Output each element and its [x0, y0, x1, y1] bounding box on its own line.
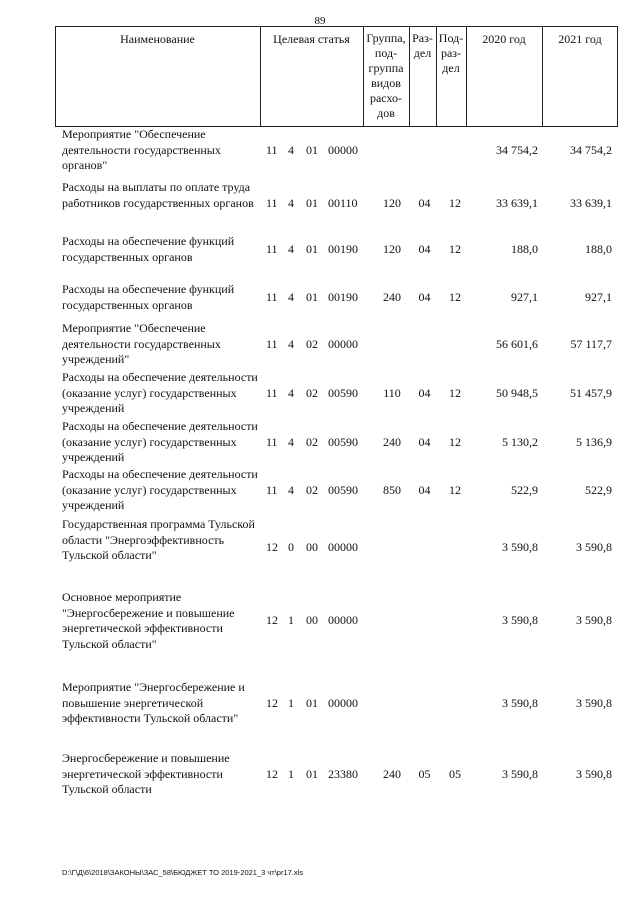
cell-y2021: 188,0 [585, 241, 612, 256]
cell-subsection: 12 [449, 434, 461, 449]
cell-t1: 12 [266, 540, 278, 555]
table-header [55, 26, 618, 127]
footer-file-path: D:\Г\Д\6\2018\ЗАКОНЫ\ЗАС_58\БЮДЖЕТ ТО 2019-2021_3 чт\pr17.xls [62, 868, 304, 877]
cell-t4: 00000 [328, 540, 358, 555]
cell-group: 110 [383, 385, 401, 400]
cell-t2: 1 [288, 695, 294, 710]
table-row [62, 590, 622, 652]
cell-y2021: 33 639,1 [570, 195, 612, 210]
cell-t3: 00 [306, 613, 318, 628]
row-name: Мероприятие "Энергосбережение и повышение энергетической эффективности Тульской области" [62, 680, 245, 725]
cell-section: 04 [418, 241, 431, 256]
cell-y2021: 3 590,8 [576, 766, 612, 781]
row-name: Расходы на обеспечение деятельности (оказание услуг) государственных учреждений [62, 467, 258, 512]
cell-t3: 01 [306, 241, 318, 256]
cell-section: 05 [418, 766, 431, 781]
cell-t4: 00590 [328, 482, 358, 497]
cell-t3: 02 [306, 385, 318, 400]
cell-t3: 01 [306, 289, 318, 304]
cell-t1: 11 [266, 385, 278, 400]
cell-t3: 01 [306, 695, 318, 710]
row-name: Основное мероприятие "Энергосбережение и повышение энергетической эффективности Тульской области" [62, 590, 235, 651]
table-row [62, 321, 622, 368]
cell-t1: 11 [266, 434, 278, 449]
cell-y2020: 5 130,2 [502, 434, 538, 449]
header-name: Наименование [120, 32, 195, 46]
cell-y2020: 3 590,8 [502, 540, 538, 555]
table-row [62, 282, 622, 313]
cell-t3: 02 [306, 482, 318, 497]
cell-t2: 4 [288, 289, 294, 304]
cell-group: 240 [383, 289, 401, 304]
cell-t4: 23380 [328, 766, 358, 781]
cell-section: 04 [418, 434, 431, 449]
cell-y2021: 927,1 [585, 289, 612, 304]
cell-y2020: 34 754,2 [496, 142, 538, 157]
cell-subsection: 12 [449, 289, 461, 304]
cell-y2020: 522,9 [511, 482, 538, 497]
cell-t4: 00590 [328, 385, 358, 400]
table-row [62, 680, 622, 727]
cell-y2021: 51 457,9 [570, 385, 612, 400]
cell-t2: 4 [288, 385, 294, 400]
cell-subsection: 12 [449, 195, 461, 210]
cell-subsection: 05 [449, 766, 461, 781]
page-number: 89 [314, 15, 326, 27]
cell-t2: 1 [288, 766, 294, 781]
header-2021: 2021 год [558, 32, 602, 46]
row-name: Мероприятие "Обеспечение деятельности государственных учреждений" [62, 321, 221, 366]
cell-section: 04 [418, 195, 431, 210]
table-row [62, 751, 622, 798]
row-name: Расходы на обеспечение деятельности (оказание услуг) государственных учреждений [62, 370, 258, 415]
table-row [62, 517, 622, 579]
cell-t3: 02 [306, 434, 318, 449]
cell-t1: 12 [266, 695, 278, 710]
table-row [62, 180, 622, 227]
row-name: Государственная программа Тульской области "Энергоэффективность Тульской области" [62, 517, 255, 562]
cell-group: 850 [383, 482, 401, 497]
table-row [62, 419, 622, 466]
cell-subsection: 12 [449, 241, 461, 256]
cell-t4: 00110 [328, 195, 358, 210]
header-target: Целевая статья [273, 32, 350, 46]
cell-y2021: 3 590,8 [576, 695, 612, 710]
cell-y2020: 33 639,1 [496, 195, 538, 210]
cell-y2021: 3 590,8 [576, 613, 612, 628]
cell-y2021: 5 136,9 [576, 434, 612, 449]
cell-group: 240 [383, 766, 401, 781]
cell-t3: 01 [306, 142, 318, 157]
row-name: Расходы на выплаты по оплате труда работников государственных органов [62, 180, 254, 210]
cell-t1: 11 [266, 336, 278, 351]
cell-t2: 4 [288, 195, 294, 210]
cell-y2020: 3 590,8 [502, 695, 538, 710]
header-section: Раз- дел [412, 31, 433, 60]
cell-t2: 0 [288, 540, 294, 555]
cell-t3: 00 [306, 540, 318, 555]
row-name: Энергосбережение и повышение энергетической эффективности Тульской области [62, 751, 230, 796]
cell-t4: 00000 [328, 336, 358, 351]
cell-t1: 11 [266, 142, 278, 157]
cell-t1: 11 [266, 241, 278, 256]
cell-t2: 1 [288, 613, 294, 628]
cell-y2020: 50 948,5 [496, 385, 538, 400]
row-name: Мероприятие "Обеспечение деятельности государственных органов" [62, 127, 221, 172]
cell-subsection: 12 [449, 385, 461, 400]
cell-section: 04 [418, 289, 431, 304]
cell-section: 04 [418, 482, 431, 497]
cell-t1: 12 [266, 766, 278, 781]
cell-group: 120 [383, 195, 401, 210]
cell-t4: 00590 [328, 434, 358, 449]
cell-group: 240 [383, 434, 401, 449]
cell-section: 04 [418, 385, 431, 400]
cell-t1: 11 [266, 289, 278, 304]
table-row [62, 370, 622, 417]
cell-t1: 11 [266, 482, 278, 497]
cell-t2: 4 [288, 336, 294, 351]
cell-t1: 12 [266, 613, 278, 628]
cell-t2: 4 [288, 142, 294, 157]
cell-y2021: 34 754,2 [570, 142, 612, 157]
header-2020: 2020 год [482, 32, 526, 46]
cell-y2020: 56 601,6 [496, 336, 538, 351]
cell-y2021: 3 590,8 [576, 540, 612, 555]
cell-t4: 00190 [328, 289, 358, 304]
cell-subsection: 12 [449, 482, 461, 497]
cell-y2021: 57 117,7 [570, 336, 612, 351]
cell-y2020: 927,1 [511, 289, 538, 304]
cell-group: 120 [383, 241, 401, 256]
table-row [62, 127, 622, 174]
table-row [62, 467, 622, 514]
row-name: Расходы на обеспечение деятельности (оказание услуг) государственных учреждений [62, 419, 258, 464]
cell-t4: 00000 [328, 695, 358, 710]
cell-t2: 4 [288, 482, 294, 497]
cell-y2020: 3 590,8 [502, 766, 538, 781]
header-group: Группа, под- группа видов расхо- дов [366, 31, 406, 120]
cell-y2020: 3 590,8 [502, 613, 538, 628]
row-name: Расходы на обеспечение функций государственных органов [62, 282, 235, 312]
cell-t1: 11 [266, 195, 278, 210]
cell-t2: 4 [288, 434, 294, 449]
cell-y2021: 522,9 [585, 482, 612, 497]
cell-t4: 00000 [328, 613, 358, 628]
cell-y2020: 188,0 [511, 241, 538, 256]
cell-t3: 01 [306, 195, 318, 210]
cell-t2: 4 [288, 241, 294, 256]
cell-t3: 02 [306, 336, 318, 351]
cell-t4: 00190 [328, 241, 358, 256]
table-row [62, 234, 622, 265]
header-subsection: Под- раз- дел [438, 31, 464, 75]
cell-t4: 00000 [328, 142, 358, 157]
row-name: Расходы на обеспечение функций государственных органов [62, 234, 235, 264]
cell-t3: 01 [306, 766, 318, 781]
